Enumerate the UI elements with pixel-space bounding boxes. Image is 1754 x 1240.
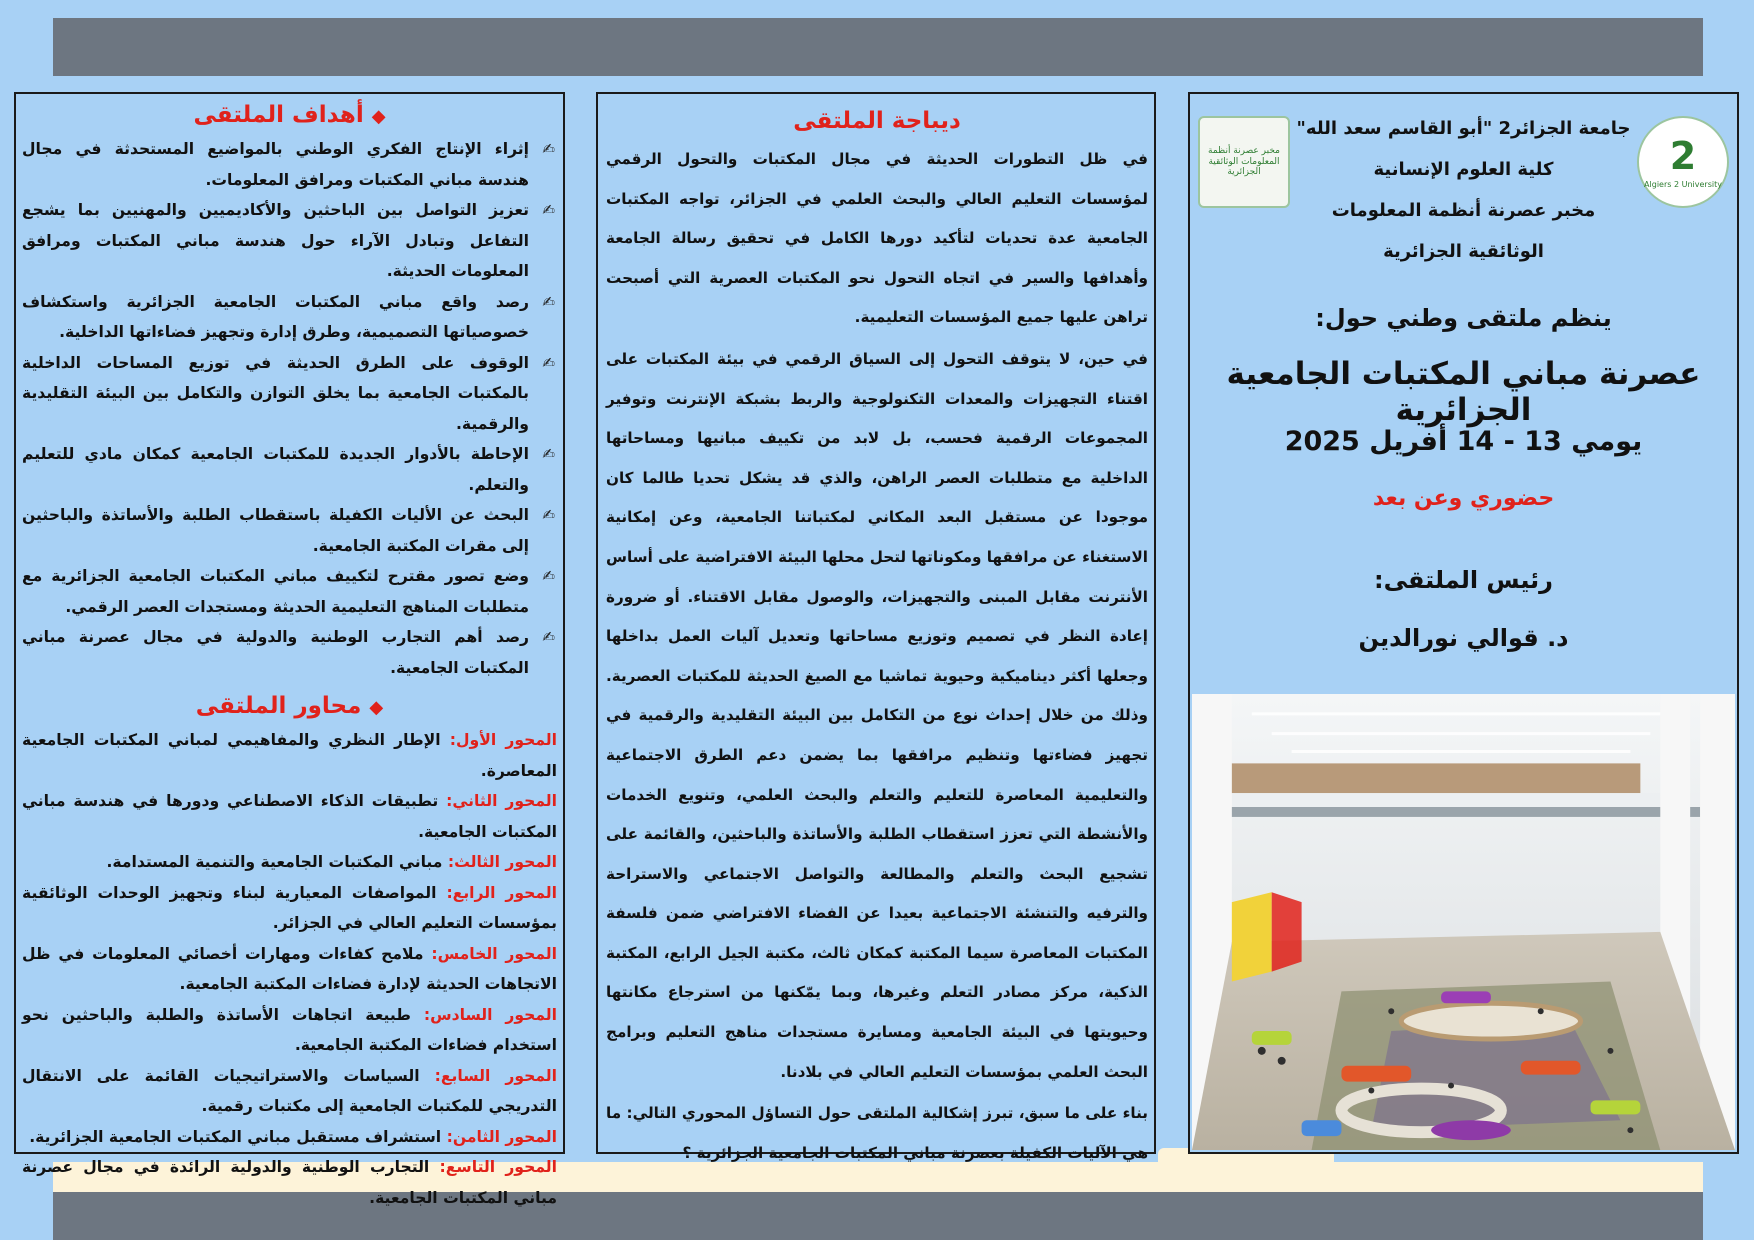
axis-label: المحور الخامس:	[431, 944, 557, 963]
writing-hand-icon: ✍	[542, 506, 555, 524]
goal-item	[22, 561, 557, 622]
axis-item	[22, 847, 557, 878]
axis-label: المحور السابع:	[434, 1066, 557, 1085]
preamble-heading: ديباجة الملتقى	[793, 108, 961, 134]
axis-item	[22, 1152, 557, 1213]
axis-text: السياسات والاستراتيجيات القائمة على الانتقال التدريجي للمكتبات الجامعية إلى مكتبات رقمية.	[22, 1066, 557, 1115]
axis-label: المحور التاسع:	[439, 1158, 557, 1176]
axis-text: الإطار النظري والمفاهيمي لمباني المكتبات الجامعية المعاصرة.	[22, 731, 557, 780]
axis-item	[22, 878, 557, 939]
preamble-panel	[596, 92, 1156, 1162]
goal-item	[22, 287, 557, 348]
university-logo-caption: Algiers 2 University	[1644, 180, 1722, 189]
lab-logo-caption: مخبر عصرنة أنظمة المعلومات الوثائقية الجزائرية	[1208, 145, 1280, 178]
institution-header	[1295, 108, 1632, 272]
president-name: د. قوالي نورالدين	[1358, 624, 1569, 652]
writing-hand-icon: ✍	[542, 445, 555, 463]
writing-hand-icon: ✍	[542, 567, 555, 585]
preamble-paragraph-1: في ظل التطورات الحديثة في مجال المكتبات والتحول الرقمي لمؤسسات التعليم العالي والبحث العلمي في الجزائر، تواجه المكتبات الجامعية عدة تحديات لتأكيد دورها الكامل في تحقيق رسالة الجامعة وأهدافها والسير في اتجاه التحول نحو المكتبات العصرية التي أصبحت تراهن عليها جميع المؤسسات التعليمية.	[606, 150, 1148, 327]
lab-name-line1: مخبر عصرنة أنظمة المعلومات	[1331, 200, 1596, 221]
goal-item	[22, 348, 557, 440]
axis-text: ملامح كفاءات ومهارات أخصائي المعلومات في ظل الاتجاهات الحديثة لإدارة فضاءات المكتبة الجامعية.	[22, 944, 557, 993]
axis-text: استشراف مستقبل مباني المكتبات الجامعية الجزائرية.	[29, 1127, 447, 1146]
goal-text: رصد واقع مباني المكتبات الجامعية الجزائرية واستكشاف خصوصياتها التصميمية، وطرق إدارة وتجهيز فضاءاتها الداخلية.	[22, 292, 529, 341]
preamble-paragraph-2: في حين، لا يتوقف التحول إلى السياق الرقمي في بيئة المكتبات على اقتناء التجهيزات والمعدات التكنولوجية والربط بشبكة الإنترنت وتوفير المجموعات الرقمية فحسب، بل لابد من تكييف مبانيها ومساحاتها الداخلية مع متطلبات العصر الراهن، والذي قد يشكل تحديا طالما كان موجودا عن مستقبل البعد المكاني لمكتباتنا الجامعية، وعن إمكانية الاستغناء عن مرافقها ومكوناتها لتحل محلها البيئة الافتراضية على أساس الأنترنت مقابل المبنى والتجهيزات، والوصول مقابل الاقتناء. أو ضرورة إعادة النظر في تصميم وتوزيع مساحاتها وتعديل آليات العمل بداخلها وجعلها أكثر ديناميكية وحيوية تماشيا مع الصيغ الحديثة للمكتبات العصرية. وذلك من خلال إحداث نوع من التكامل بين البيئة التقليدية والرقمية في تجهيز فضاءتها وتنظيم مرافقها بما يضمن دعم الطرق الاجتماعية والتعليمية المعاصرة للتعليم والتعلم والبحث العلمي، وتنويع الخدمات والأنشطة التي تعزز استقطاب الطلبة والأساتذة والباحثين، والقائمة على تشجيع البحث والتعلم والمطالعة والتواصل الاجتماعي والاستراحة والترفيه والتنشئة الاجتماعية بعيدا عن الفضاء الافتراضي ضمن فلسفة المكتبات المعاصرة سيما المكتبة كمكان ثالث، مكتبة الجيل الرابع، المكتبة الذكية، مركز مصادر التعلم وغيرها، وبما يمّكنها من استرجاع مكانتها وحيويتها في البيئة الجامعية ومسايرة مستجدات مناهج التعليم وبرامج البحث العلمي بمؤسسات التعليم العالي في بلادنا.	[606, 349, 1148, 1081]
organizes-text: ينظم ملتقى وطني حول:	[1315, 304, 1612, 332]
axis-item	[22, 1061, 557, 1122]
axis-text: تطبيقات الذكاء الاصطناعي ودورها في هندسة مباني المكتبات الجامعية.	[22, 792, 557, 841]
goal-text: الإحاطة بالأدوار الجديدة للمكتبات الجامعية كمكان مادي للتعليم والتعلم.	[22, 445, 529, 494]
axis-text: مباني المكتبات الجامعية والتنمية المستدامة.	[106, 853, 448, 871]
writing-hand-icon: ✍	[542, 353, 555, 372]
goals-heading-row	[22, 102, 557, 128]
writing-hand-icon: ✍	[542, 201, 555, 219]
goals-list	[22, 134, 557, 683]
axis-item	[22, 725, 557, 786]
library-interior-photo	[1192, 694, 1735, 1150]
axis-label: المحور الرابع:	[446, 883, 557, 902]
goals-heading: أهداف الملتقى	[193, 102, 364, 128]
axes-heading-row	[22, 693, 557, 719]
goal-text: إثراء الإنتاج الفكري الوطني بالمواضيع المستحدثة في مجال هندسة مباني المكتبات ومرافق المعلومات.	[22, 140, 529, 189]
president-label: رئيس الملتقى:	[1374, 566, 1553, 594]
axis-item	[22, 1122, 557, 1153]
axis-label: المحور الثالث:	[447, 853, 557, 871]
conference-mode: حضوري وعن بعد	[1372, 486, 1555, 511]
goal-item	[22, 195, 557, 287]
preamble-paragraph-3: بناء على ما سبق، تبرز إشكالية الملتقى حول التساؤل المحوري التالي: ما هي الآليات الكفيلة بعصرنة مباني المكتبات الجامعية الجزائرية ؟	[606, 1104, 1148, 1162]
writing-hand-icon: ✍	[542, 292, 555, 311]
writing-hand-icon: ✍	[542, 140, 555, 158]
goal-text: البحث عن الأليات الكفيلة باستقطاب الطلبة والأساتذة والباحثين إلى مقرات المكتبة الجامعية.	[22, 506, 529, 555]
diamond-bullet-icon: ◆	[369, 697, 384, 718]
axis-label: المحور الأول:	[449, 731, 557, 749]
goal-item	[22, 622, 557, 683]
axis-item	[22, 939, 557, 1000]
diamond-bullet-icon: ◆	[371, 106, 386, 127]
conference-title: عصرنة مباني المكتبات الجامعية الجزائرية	[1226, 356, 1701, 428]
goal-text: الوقوف على الطرق الحديثة في توزيع المساحات الداخلية بالمكتبات الجامعية بما يخلق التوازن والتكامل بين البيئة التقليدية والرقمية.	[22, 353, 529, 433]
top-band	[53, 18, 1703, 76]
goal-item	[22, 134, 557, 195]
goal-text: وضع تصور مقترح لتكييف مباني المكتبات الجامعية الجزائرية مع متطلبات المناهج التعليمية الحديثة ومستجدات العصر الرقمي.	[22, 567, 529, 616]
axis-label: المحور الثاني:	[446, 792, 557, 810]
conference-date: يومي 13 - 14 أفريل 2025	[1284, 426, 1643, 457]
university-name: جامعة الجزائر2 "أبو القاسم سعد الله"	[1296, 118, 1631, 139]
axis-label: المحور الثامن:	[446, 1127, 557, 1146]
axis-text: المواصفات المعيارية لبناء وتجهيز الوحدات الوثائقية بمؤسسات التعليم العالي في الجزائر.	[22, 883, 557, 932]
goal-item	[22, 439, 557, 500]
axis-text: طبيعة اتجاهات الأساتذة والطلبة والباحثين نحو استخدام فضاءات المكتبة الجامعية.	[22, 1005, 557, 1054]
writing-hand-icon: ✍	[542, 628, 555, 646]
cover-panel	[1188, 92, 1739, 1154]
axes-heading: محاور الملتقى	[195, 693, 362, 719]
goal-text: تعزيز التواصل بين الباحثين والأكاديميين والمهنيين بما يشجع التفاعل وتبادل الآراء حول هندسة مباني المكتبات ومرافق المعلومات الحديثة.	[22, 201, 529, 280]
lab-logo-icon	[1198, 116, 1290, 208]
axis-item	[22, 786, 557, 847]
goals-axes-panel	[14, 92, 565, 1207]
goal-item	[22, 500, 557, 561]
faculty-name: كلية العلوم الإنسانية	[1373, 159, 1554, 180]
university-logo-icon: 2 Algiers 2 University	[1637, 116, 1729, 208]
goal-text: رصد أهم التجارب الوطنية والدولية في مجال عصرنة مباني المكتبات الجامعية.	[22, 628, 529, 677]
lab-name-line2: الوثائقية الجزائرية	[1383, 241, 1544, 262]
axis-text: التجارب الوطنية والدولية الرائدة في مجال عصرنة مباني المكتبات الجامعية.	[22, 1158, 557, 1207]
axis-item	[22, 1000, 557, 1061]
axes-list	[22, 725, 557, 1213]
axis-label: المحور السادس:	[423, 1005, 557, 1024]
